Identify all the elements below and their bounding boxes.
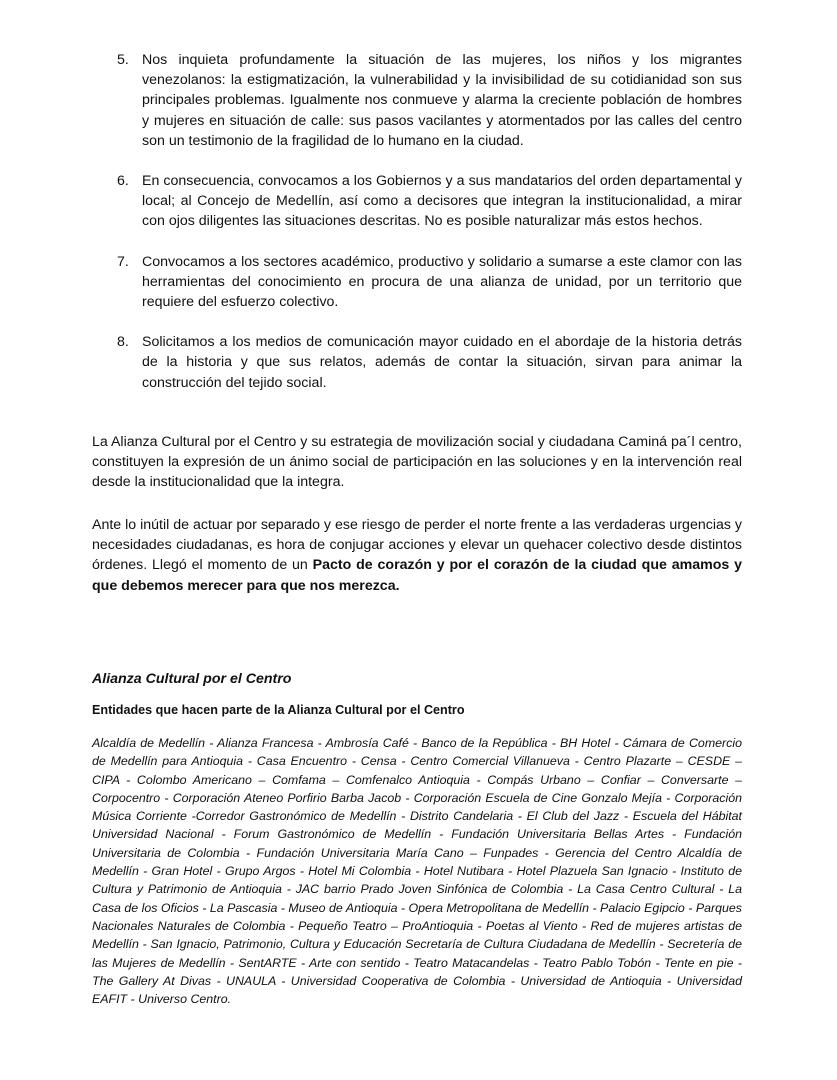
list-number: 5. xyxy=(117,52,129,68)
entities-heading: Entidades que hacen parte de la Alianza Cultural por el Centro xyxy=(92,703,465,717)
paragraph-call-to-pact xyxy=(92,515,742,596)
list-number: 6. xyxy=(117,173,129,190)
list-item-text: En consecuencia, convocamos a los Gobiernos y a sus mandatarios del orden departamental y local; al Concejo de Medellín, así como a decisores que integran la institucionalidad, a mirar con ojos diligentes las situaciones descritas. No es posible naturalizar más estos hechos. xyxy=(142,173,742,230)
entities-list: Alcaldía de Medellín - Alianza Francesa - Ambrosía Café - Banco de la República - BH Hotel - Cámara de Comercio de Medellín para Antioquia - Casa Encuentro - Censa - Centro Comercial Villanueva - Centro Plazarte – CESDE – CIPA - Colombo Americano – Comfama – Comfenalco Antioquia - Compás Urbano – Confiar – Conversarte – Corpocentro - Corporación Ateneo Porfirio Barba Jacob - Corporación Escuela de Cine Gonzalo Mejía - Corporación Música Corriente -Corredor Gastronómico de Medellín - Distrito Candelaria - El Club del Jazz - Escuela del Hábitat Universidad Nacional - Forum Gastronómico de Medellín - Fundación Universitaria Bellas Artes - Fundación Universitaria de Colombia - Fundación Universitaria María Cano – Funpades - Gerencia del Centro Alcaldía de Medellín - Gran Hotel - Grupo Argos - Hotel Mi Colombia - Hotel Nutibara - Hotel Plazuela San Ignacio - Instituto de Cultura y Patrimonio de Antioquia - JAC barrio Prado Joven Sinfónica de Colombia - La Casa Centro Cultural - La Casa de los Oficios - La Pascasia - Museo de Antioquia - Opera Metropolitana de Medellín - Palacio Egipcio - Parques Nacionales Naturales de Colombia - Pequeño Teatro – ProAntioquia - Poetas al Viento - Red de mujeres artistas de Medellín - San Ignacio, Patrimonio, Cultura y Educación Secretaría de Cultura Ciudadana de Medellín - Secretería de las Mujeres de Medellín - SentARTE - Arte con sentido - Teatro Matacandelas - Teatro Pablo Tobón - Tente en pie - The Gallery At Divas - UNAULA - Universidad Cooperativa de Colombia - Universidad de Antioquia - Universidad EAFIT - Universo Centro. xyxy=(92,736,742,1007)
list-number: 7. xyxy=(117,253,129,270)
list-number: 8. xyxy=(117,334,129,351)
numbered-list xyxy=(92,50,742,413)
paragraph-text: Ante lo inútil de actuar por separado y ese riesgo de perder el norte frente a las verdaderas urgencias y necesidades ciudadanas, es hora de conjugar acciones y elevar un quehacer colectivo desde distintos órdenes. Llegó el momento de un xyxy=(92,517,742,574)
list-item xyxy=(92,252,742,313)
list-item xyxy=(92,171,742,232)
alliance-title: Alianza Cultural por el Centro xyxy=(92,671,292,687)
list-item-text: Solicitamos a los medios de comunicación mayor cuidado en el abordaje de la historia detrás de la historia y que sus relatos, además de contar la situación, sirvan para animar la construcción del tejido social. xyxy=(142,334,742,391)
list-item xyxy=(92,332,742,393)
list-item-text: Nos inquieta profundamente la situación de las mujeres, los niños y los migrantes venezolanos: la estigmatización, la vulnerabilidad y la invisibilidad de su cotidianidad son sus principales problemas. Igualmente nos conmueve y alarma la creciente población de hombres y mujeres en situación de calle: sus pasos vacilantes y atormentados por las calles del centro son un testimonio de la fragilidad de lo humano en la ciudad. xyxy=(142,52,742,149)
list-item xyxy=(92,50,742,151)
pact-emphasis-text: Pacto de corazón y por el corazón de la ciudad que amamos y que debemos merecer para que nos merezca. xyxy=(92,557,742,594)
paragraph-alliance-strategy: La Alianza Cultural por el Centro y su estrategia de movilización social y ciudadana Caminá pa´l centro, constituyen la expresión de un ánimo social de participación en las soluciones y en la intervención real desde la institucionalidad que la integra. xyxy=(92,434,742,491)
list-item-text: Convocamos a los sectores académico, productivo y solidario a sumarse a este clamor con las herramientas del conocimiento en procura de una alianza de unidad, por un territorio que requiere del esfuerzo colectivo. xyxy=(142,253,742,311)
